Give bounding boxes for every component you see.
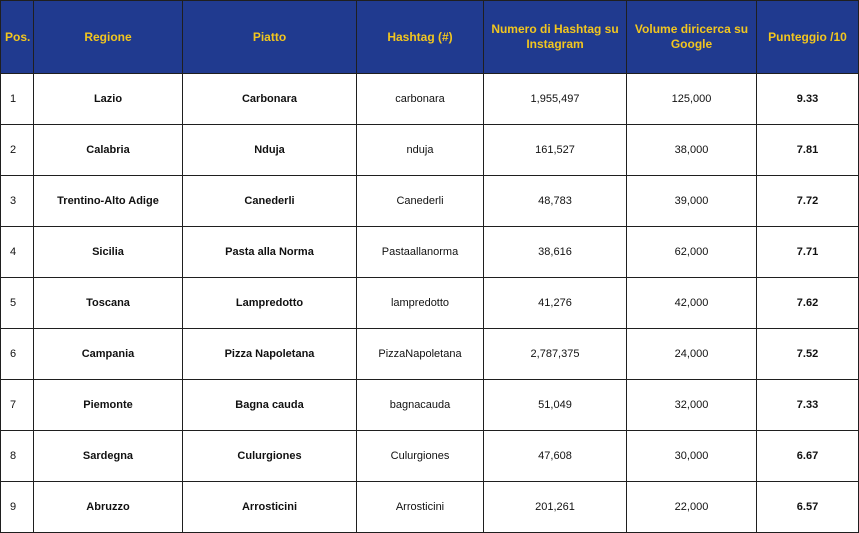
cell-piatto: Canederli — [183, 176, 357, 227]
cell-instagram: 47,608 — [484, 431, 627, 482]
table-row — [1, 125, 859, 176]
table-body — [1, 74, 859, 533]
table-row — [1, 329, 859, 380]
cell-instagram: 1,955,497 — [484, 74, 627, 125]
cell-google: 32,000 — [627, 380, 757, 431]
cell-instagram: 201,261 — [484, 482, 627, 533]
cell-regione: Piemonte — [34, 380, 183, 431]
cell-score: 6.67 — [757, 431, 859, 482]
cell-instagram: 41,276 — [484, 278, 627, 329]
cell-regione: Sicilia — [34, 227, 183, 278]
cell-hashtag: nduja — [357, 125, 484, 176]
cell-pos: 5 — [1, 278, 34, 329]
cell-google: 38,000 — [627, 125, 757, 176]
cell-google: 30,000 — [627, 431, 757, 482]
table-row — [1, 227, 859, 278]
cell-google: 22,000 — [627, 482, 757, 533]
cell-google: 125,000 — [627, 74, 757, 125]
cell-piatto: Pasta alla Norma — [183, 227, 357, 278]
cell-piatto: Pizza Napoletana — [183, 329, 357, 380]
cell-hashtag: Canederli — [357, 176, 484, 227]
cell-piatto: Carbonara — [183, 74, 357, 125]
table-row — [1, 431, 859, 482]
cell-hashtag: lampredotto — [357, 278, 484, 329]
header-row — [1, 1, 859, 74]
cell-piatto: Culurgiones — [183, 431, 357, 482]
cell-score: 7.72 — [757, 176, 859, 227]
cell-score: 7.81 — [757, 125, 859, 176]
cell-pos: 2 — [1, 125, 34, 176]
cell-instagram: 51,049 — [484, 380, 627, 431]
cell-score: 7.33 — [757, 380, 859, 431]
cell-google: 39,000 — [627, 176, 757, 227]
cell-instagram: 161,527 — [484, 125, 627, 176]
table-row — [1, 380, 859, 431]
header-regione: Regione — [34, 1, 183, 74]
cell-piatto: Arrosticini — [183, 482, 357, 533]
cell-hashtag: bagnacauda — [357, 380, 484, 431]
cell-google: 24,000 — [627, 329, 757, 380]
cell-score: 7.71 — [757, 227, 859, 278]
cell-regione: Campania — [34, 329, 183, 380]
cell-hashtag: Culurgiones — [357, 431, 484, 482]
cell-pos: 9 — [1, 482, 34, 533]
cell-score: 6.57 — [757, 482, 859, 533]
cell-regione: Calabria — [34, 125, 183, 176]
cell-pos: 8 — [1, 431, 34, 482]
cell-pos: 3 — [1, 176, 34, 227]
cell-score: 9.33 — [757, 74, 859, 125]
cell-pos: 6 — [1, 329, 34, 380]
cell-google: 42,000 — [627, 278, 757, 329]
cell-hashtag: Arrosticini — [357, 482, 484, 533]
cell-instagram: 38,616 — [484, 227, 627, 278]
cell-hashtag: PizzaNapoletana — [357, 329, 484, 380]
cell-score: 7.52 — [757, 329, 859, 380]
table-row — [1, 482, 859, 533]
header-hashtag: Hashtag (#) — [357, 1, 484, 74]
table-row — [1, 74, 859, 125]
cell-pos: 7 — [1, 380, 34, 431]
cell-regione: Abruzzo — [34, 482, 183, 533]
cell-google: 62,000 — [627, 227, 757, 278]
cell-piatto: Lampredotto — [183, 278, 357, 329]
cell-pos: 4 — [1, 227, 34, 278]
cell-piatto: Nduja — [183, 125, 357, 176]
table-row — [1, 278, 859, 329]
header-google: Volume diricerca su Google — [627, 1, 757, 74]
cell-hashtag: Pastaallanorma — [357, 227, 484, 278]
header-pos: Pos. — [1, 1, 34, 74]
cell-hashtag: carbonara — [357, 74, 484, 125]
cell-regione: Toscana — [34, 278, 183, 329]
header-piatto: Piatto — [183, 1, 357, 74]
header-score: Punteggio /10 — [757, 1, 859, 74]
cell-score: 7.62 — [757, 278, 859, 329]
cell-regione: Trentino-Alto Adige — [34, 176, 183, 227]
cell-pos: 1 — [1, 74, 34, 125]
table-row — [1, 176, 859, 227]
header-instagram: Numero di Hashtag su Instagram — [484, 1, 627, 74]
cell-regione: Sardegna — [34, 431, 183, 482]
cell-regione: Lazio — [34, 74, 183, 125]
cell-instagram: 48,783 — [484, 176, 627, 227]
cell-instagram: 2,787,375 — [484, 329, 627, 380]
cell-piatto: Bagna cauda — [183, 380, 357, 431]
